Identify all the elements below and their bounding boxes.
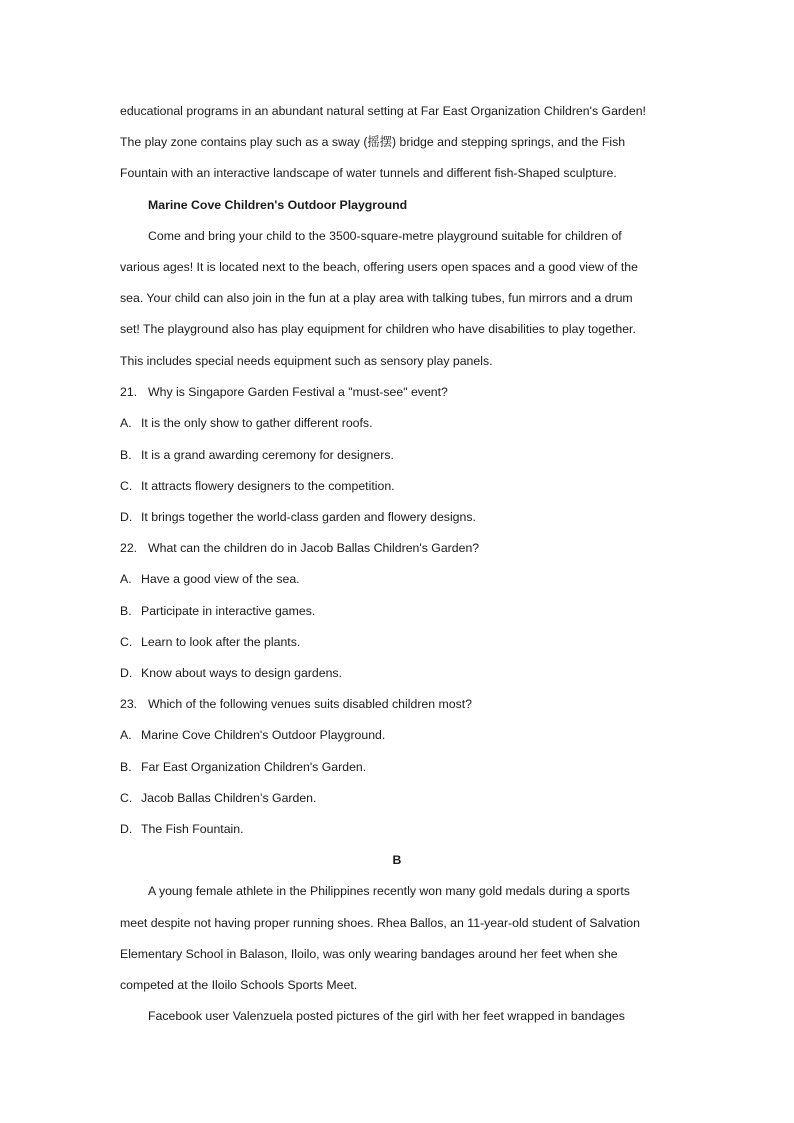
passage-line: This includes special needs equipment such as sensory play panels. bbox=[120, 354, 493, 368]
option-letter: C. bbox=[120, 791, 133, 805]
option-item bbox=[120, 447, 680, 463]
question-23 bbox=[120, 696, 680, 712]
option-item bbox=[120, 821, 680, 837]
option-item bbox=[120, 634, 680, 650]
option-item bbox=[120, 415, 680, 431]
question-text: Which of the following venues suits disabled children most? bbox=[148, 697, 472, 711]
passage-line: various ages! It is located next to the beach, offering users open spaces and a good view of the bbox=[120, 260, 638, 274]
option-text: It attracts flowery designers to the competition. bbox=[141, 479, 395, 493]
question-text: What can the children do in Jacob Ballas Children's Garden? bbox=[148, 541, 480, 555]
option-text: The Fish Fountain. bbox=[141, 822, 244, 836]
option-text: Know about ways to design gardens. bbox=[141, 666, 342, 680]
section-title: B bbox=[392, 853, 402, 867]
option-text: It brings together the world-class garden and flowery designs. bbox=[141, 510, 476, 524]
question-number: 22. bbox=[120, 541, 138, 555]
passage-line: meet despite not having proper running shoes. Rhea Ballos, an 11-year-old student of Salvation bbox=[120, 916, 640, 930]
option-letter: B. bbox=[120, 448, 132, 462]
passage-line: sea. Your child can also join in the fun at a play area with talking tubes, fun mirrors and a drum bbox=[120, 291, 633, 305]
option-letter: B. bbox=[120, 760, 132, 774]
passage-line: The play zone contains play such as a sway (摇摆) bridge and stepping springs, and the Fish bbox=[120, 135, 626, 149]
option-letter: C. bbox=[120, 479, 133, 493]
option-item bbox=[120, 509, 680, 525]
option-letter: D. bbox=[120, 822, 133, 836]
question-number: 21. bbox=[120, 385, 138, 399]
option-text: Far East Organization Children's Garden. bbox=[141, 760, 367, 774]
question-text: Why is Singapore Garden Festival a "must-see" event? bbox=[148, 385, 448, 399]
option-item bbox=[120, 665, 680, 681]
passage-line: set! The playground also has play equipment for children who have disabilities to play together. bbox=[120, 322, 636, 336]
passage-line: Fountain with an interactive landscape of water tunnels and different fish-Shaped sculpture. bbox=[120, 166, 617, 180]
question-number: 23. bbox=[120, 697, 138, 711]
passage-line: Elementary School in Balason, Iloilo, was only wearing bandages around her feet when she bbox=[120, 947, 618, 961]
option-text: Participate in interactive games. bbox=[141, 604, 316, 618]
option-item bbox=[120, 603, 680, 619]
option-letter: D. bbox=[120, 666, 133, 680]
passage-line: Facebook user Valenzuela posted pictures of the girl with her feet wrapped in bandages bbox=[148, 1009, 625, 1023]
option-letter: A. bbox=[120, 728, 132, 742]
option-item bbox=[120, 790, 680, 806]
option-item bbox=[120, 727, 680, 743]
question-21 bbox=[120, 384, 680, 400]
passage-line: educational programs in an abundant natural setting at Far East Organization Children's Garden! bbox=[120, 104, 646, 118]
option-text: It is the only show to gather different roofs. bbox=[141, 416, 373, 430]
option-item bbox=[120, 571, 680, 587]
option-text: Learn to look after the plants. bbox=[141, 635, 301, 649]
section-heading: Marine Cove Children's Outdoor Playground bbox=[148, 198, 408, 212]
option-text: Have a good view of the sea. bbox=[141, 572, 300, 586]
option-letter: B. bbox=[120, 604, 132, 618]
option-letter: A. bbox=[120, 572, 132, 586]
option-item bbox=[120, 759, 680, 775]
option-letter: A. bbox=[120, 416, 132, 430]
option-text: Marine Cove Children's Outdoor Playground. bbox=[141, 728, 386, 742]
option-text: It is a grand awarding ceremony for designers. bbox=[141, 448, 394, 462]
option-letter: C. bbox=[120, 635, 133, 649]
question-22 bbox=[120, 540, 680, 556]
option-letter: D. bbox=[120, 510, 133, 524]
option-text: Jacob Ballas Children’s Garden. bbox=[141, 791, 317, 805]
passage-line: competed at the Iloilo Schools Sports Meet. bbox=[120, 978, 358, 992]
passage-line: A young female athlete in the Philippines recently won many gold medals during a sports bbox=[148, 884, 630, 898]
option-item bbox=[120, 478, 680, 494]
passage-line: Come and bring your child to the 3500-square-metre playground suitable for children of bbox=[148, 229, 622, 243]
